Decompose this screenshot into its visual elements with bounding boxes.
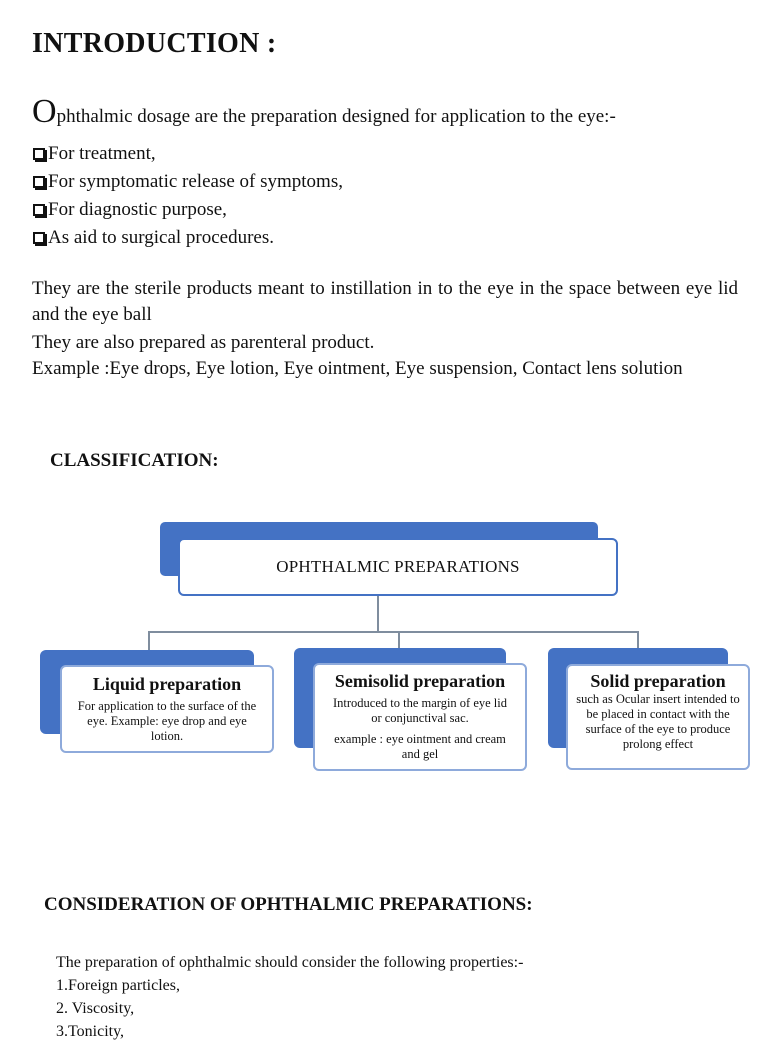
semisolid-preparation-card [313, 663, 527, 771]
liquid-preparation-card [60, 665, 274, 753]
consideration-heading: CONSIDERATION OF OPHTHALMIC PREPARATIONS: [44, 894, 533, 915]
list-item-text: As aid to surgical procedures. [48, 227, 275, 248]
list-item [32, 168, 343, 196]
card-body: For application to the surface of the eye. Example: eye drop and eye lotion. [77, 699, 257, 743]
solid-preparation-card [566, 664, 750, 770]
card-body: such as Ocular insert intended to be placed in contact with the surface of the eye to produce prolong effect [576, 692, 740, 751]
list-item: 2. Viscosity, [56, 1000, 135, 1017]
list-item [32, 224, 343, 252]
properties-list [56, 974, 180, 1043]
square-bullet-icon [33, 232, 45, 244]
square-bullet-icon [33, 148, 45, 160]
square-bullet-icon [33, 176, 45, 188]
examples-paragraph: Example :Eye drops, Eye lotion, Eye ointment, Eye suspension, Contact lens solution [32, 358, 683, 379]
root-connector [377, 596, 379, 632]
drop-cap: O [32, 93, 57, 130]
card-title: Solid preparation [590, 671, 726, 691]
solid-connector [637, 631, 639, 649]
intro-lead-text: phthalmic dosage are the preparation designed for application to the eye:- [56, 106, 616, 127]
classification-heading: CLASSIFICATION: [50, 450, 219, 471]
purpose-list [32, 140, 343, 252]
semisolid-connector [398, 631, 400, 649]
square-bullet-icon [33, 204, 45, 216]
parenteral-paragraph: They are also prepared as parenteral product. [32, 332, 375, 353]
intro-lead-sentence [32, 93, 742, 131]
introduction-heading: INTRODUCTION : [32, 28, 277, 59]
list-item-text: For diagnostic purpose, [48, 199, 227, 220]
card-body-examples: example : eye ointment and cream and gel [334, 732, 506, 761]
branch-connector [148, 631, 638, 633]
card-title: Liquid preparation [92, 674, 242, 694]
list-item-text: For treatment, [48, 143, 156, 164]
root-node [178, 538, 618, 596]
list-item: 3.Tonicity, [56, 1023, 125, 1040]
root-node-label: OPHTHALMIC PREPARATIONS [276, 557, 520, 576]
consideration-intro: The preparation of ophthalmic should consider the following properties:- [56, 954, 524, 971]
list-item: 1.Foreign particles, [56, 977, 180, 994]
list-item-text: For symptomatic release of symptoms, [48, 171, 343, 192]
card-title: Semisolid preparation [334, 671, 506, 691]
list-item [32, 140, 343, 168]
list-item [32, 196, 343, 224]
sterile-products-paragraph: They are the sterile products meant to instillation in to the eye in the space between eye lid and the eye ball [32, 278, 738, 325]
card-body: Introduced to the margin of eye lid or conjunctival sac. [332, 696, 508, 725]
